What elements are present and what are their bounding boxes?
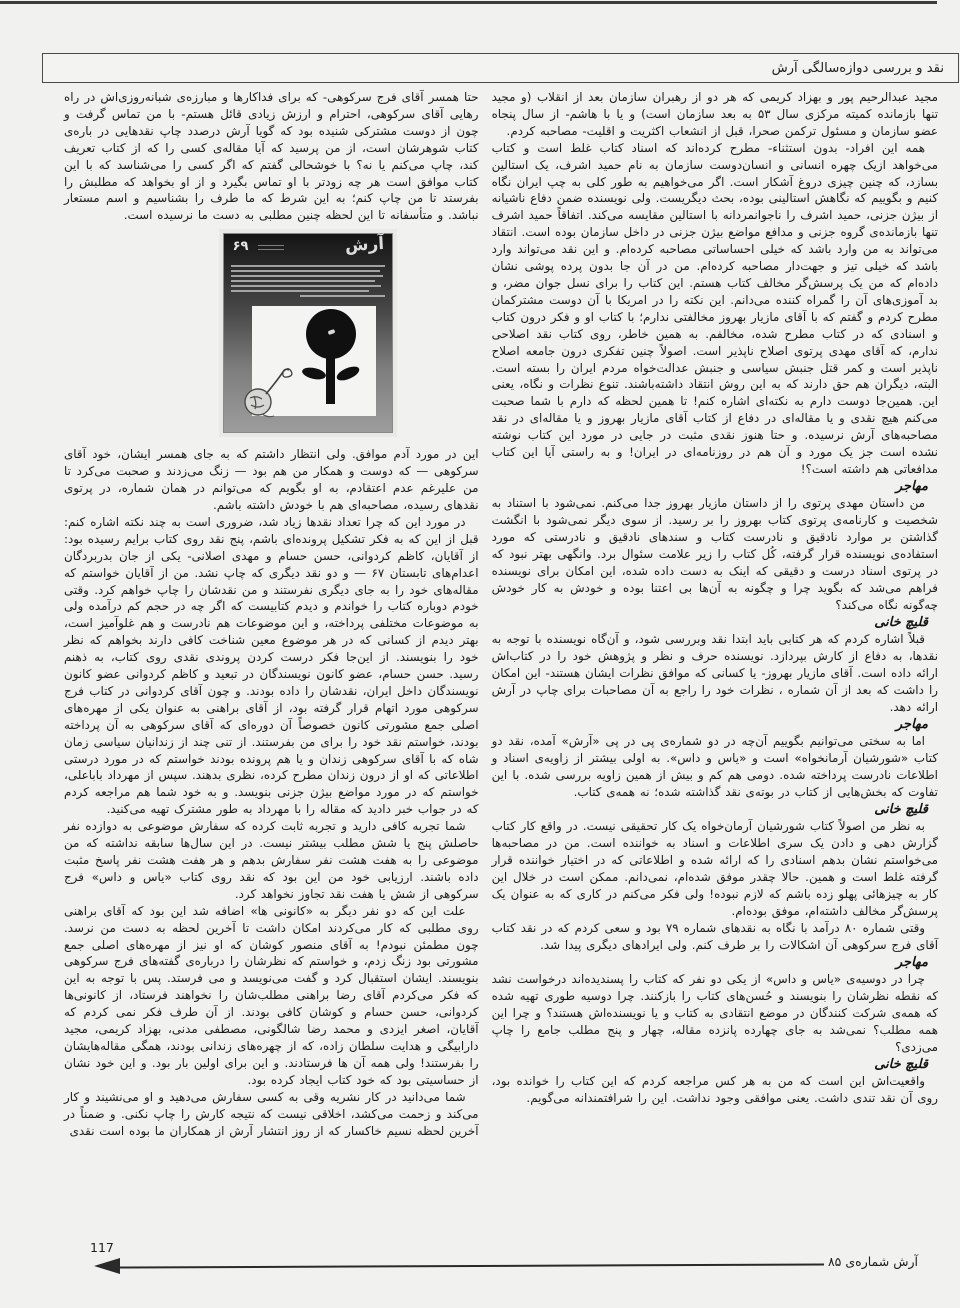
flower-leaf-right — [334, 365, 360, 383]
paragraph: من داستان مهدی پرتوی را از داستان مازیار بهروز جدا می‌کنم. نمی‌شود با استناد به شخصیت و کارنامه‌ی پرتوی کتاب بهروز را بر رسید. از سوی دیگر نمی‌شود با انگشت گذاشتن بر موارد نادقیق و نادرست کتاب و سندهای نادقیق و نادرستی که مورد استفاده‌ی نویسنده قرار گرفته، کُل کتاب را زیر علامت سئوال برد. وانگهی بهتر نبود که در پرتوی اسناد درست و دقیقی که اینک به دست داده شده، این امکان برای نویسنده فراهم می‌شد که بگوید چرا و چگونه به آن‌ها بی اعتنا بوده و خودش به کار خودش چه‌گونه نگاه می‌کند؟ — [491, 496, 938, 612]
cover-micro-text-lines — [231, 265, 385, 300]
paragraph: همه این افراد- بدون استثناء- مطرح کرده‌اند که اسناد کتاب غلط است و کتاب می‌خواهد ازیک چهره انسانی و انسان‌دوست سازمان به نام حمید اشرف، یک استالین بسازد، که چنین چیزی دروغ آشکار است. اگر می‌خواهیم به طور کلی به چپ ایران نگاه کنیم و بگوییم که نگاهش استالینی بوده، بحث دیگریست. ولی نویسنده ضمن دفاع ناشیانه از بیژن جزنی، حمید اشرف را ناجوانمردانه با استالین مقایسه می‌کند. اتفاقاً حمید اشرف تنها بازمانده‌ی گروه جزنی و مدافع مواضع بیژن جزنی در داخل سازمان بوده است. انتقاد می‌تواند به من وارد باشد که خیلی احساساتی مصاحبه کرده‌ام. و این نقد می‌تواند وارد باشد که خیلی تیز و جهت‌دار مصاحبه کرده‌ام. من در آن جا بدون پرده پوشی نشان داده‌ام که من یک پرسش‌گر مخالف کتاب هستم. این کتاب را برای نسل جوان مضر، و بد آموزی‌های آن را گمراه کننده می‌دانم. این نکته را در امریکا با آن دوست مشترکمان مطرح کردم و گفتم که با آقای مازیار بهروز مخالفتی ندارم؛ با کتاب او و فکر درون کتاب و اسنادی که در کتاب مطرح شده، مخالفم. به همین خاطر، روی کتاب نقد اصلاحی ندارم، که آقای مهدی پرتوی اصلاح ناپذیر است. اصولاً چنین تفکری درون جامعه اصلاح ناپذیر است و کمر قتل جنبش سیاسی و جنبش عدالت‌خواه مردم ایران را بسته است. البته، دیگران هم حق دارند که به این روش انتقاد داشته‌باشند. تنوع نظرات و نگاه، یعنی این. همین‌جا دوست دارم به نکته‌ای اشاره کنم! تا همین لحظه که دارم با شما صحبت می‌کنم هیچ نقدی و یا مقاله‌ای در دفاع از کتاب آقای مازیار بهروز و یا مقاله‌ای در نقد مصاحبه‌های آرش نرسیده. و حتا هنوز نقدی مثبت در جایی در مورد این کتاب نوشته نشده است جز یک مورد و آن هم در روزنامه‌ای در ایران! و به راستی آیا این کتاب مدافعاتی هم داشته است؟! — [491, 140, 938, 476]
flower-stem — [326, 356, 335, 404]
column-left-top-text — [64, 89, 479, 224]
speaker-heading: مهاجر — [895, 716, 928, 732]
paragraph: چرا در دوسیه‌ی «یاس و داس» از یکی دو نفر که کتاب را پسندیده‌اند درخواست نشد که نقطه نظرشان را بنویسند و حُسن‌های کتاب را بازکنند. چرا دوسیه طوری تهیه شده که همه‌ی شرکت کنندگان در موضع انتقادی به کتاب و یا نویسنده‌اش هستند؟ و چرا این همه مطلب؟ نمی‌شد به جای چهارده پانزده مقاله، چهار و پنج مطلب جامع را چاپ می‌زدی؟ — [491, 972, 938, 1054]
speaker-heading: قلیچ خانی — [874, 801, 928, 817]
paragraph: این در مورد آدم موافق. ولی انتظار داشتم که به جای همسر ایشان، خود آقای سرکوهی — که دوست و همکار من هم بود — زنگ می‌زدند و صحبت می‌کرد تا من علیرغم عدم اعتقادم، به او بگویم که می‌توانم در همان شماره، در پرتوی نقدهای رسیده، مصاحبه‌ای هم با خودش داشته باشم. — [64, 447, 479, 512]
flower-leaf-left — [300, 365, 326, 383]
footer-arrow-head-icon — [94, 1258, 120, 1274]
paragraph: علت این که دو نفر دیگر به «کانونی ها» اضافه شد این بود که آقای براهنی روی مطلبی که کار می‌کردند امکان داشت تا آخرین لحظه به دست من نرسد. چون مطمئن نبودم! به آقای منصور کوشان که او نیز از مهره‌های اصلی جمع مشورتی بود زنگ زدم، و خواستم که نظرشان را درباره‌ی گفته‌های فرج سرکوهی بنویسند. ایشان استقبال کرد و گفت می‌نویسد و می فرستد. پس با توجه به این که فکر می‌کردم آقای رضا براهنی مطلب‌شان را نخواهند فرستاد، از کانونی‌ها کردوانی، حسن حسام و کوشان کافی بودند. از آن طرف فکر نمی کردم که آقایان، اصغر ایزدی و محمد رضا شالگونی، مصطفی مدنی، بهزاد کریمی، مجید دارابیگی و هدایت سلطان زاده، که از چهره‌های زندانی بودند، همگی مقاله‌هایشان را بفرستند! ولی همه آن ها فرستادند. و این برای اولین بار بود. و این خود نشان از حساسیتی بود که خود کتاب ایجاد کرده بود. — [64, 903, 479, 1087]
footer-arrow-line — [116, 1263, 824, 1268]
paragraph: وقتی شماره ۸۰ درآمد با نگاه به نقدهای شماره ۷۹ بود و سعی کردم که در نقد کتاب آقای فرج سرکوهی آن اشکالات را بر طرف کنم. ولی ایرادهای دیگری پیدا شد. — [491, 920, 938, 952]
paragraph: شما می‌دانید در کار نشریه وقی به کسی سفارش می‌دهید و او می‌نشیند و کار می‌کند و زحمت می‌کشد، اخلاقی نیست که نتیجه کارش را چاپ نکنی. و ضمناً در آخرین لحظه نسیم خاکسار که از روز انتشار آرش از همکاران ما بوده است نقدی — [64, 1089, 479, 1138]
arash-logo: آرش — [344, 234, 386, 257]
column-left — [64, 89, 479, 1139]
paragraph: شما تجربه کافی دارید و تجربه ثابت کرده که سفارش موضوعی به دوازده نفر حاصلش پنج یا شش مطلب بیشتر نیست. در این سال‌ها سابقه نداشته که من موضوعی را به هفت هشت نفر سفارش بدهم و هر هفت هشت نفر پاسخ مثبت داده باشند. ارزیابی خود من این بود که نقد روی کتاب «یاس و داس» فرج سرکوهی از شش یا هفت نقد تجاوز نخواهد کرد. — [64, 819, 479, 901]
page-number: 117 — [90, 1240, 114, 1255]
scan-edge-line — [0, 1, 937, 4]
page-header-box — [42, 53, 959, 83]
speaker-heading: قلیچ خانی — [874, 1056, 928, 1072]
cover-illustration-frame — [252, 306, 376, 416]
speaker-heading: قلیچ خانی — [874, 614, 928, 630]
paragraph: قبلاً اشاره کردم که هر کتابی باید ابتدا نقد وبررسی شود، و آن‌گاه نویسنده با توجه به نقدها، به دفاع از کارش بپردازد. نویسنده حرف و نظر و پژوهش خود را در کتاب‌اش ارائه داده است. آقای مازیار بهروز- یا کسانی که موافق نظرات ایشان هستند- این امکان را داشت که بعد از آن شماره ، نظرات خود را راجع به آن مصاحبات برای چاپ در آرش ارائه دهد. — [491, 632, 938, 714]
text-columns — [64, 89, 938, 1139]
magazine-cover-image — [223, 233, 393, 433]
speaker-heading: مهاجر — [895, 478, 928, 494]
paragraph: واقعیت‌اش این است که من به هر کس مراجعه کردم که این کتاب را خوانده بود، روی آن نقد تندی داشت. یعنی موافقی وجود نداشت. این را شرافتمندانه می‌گویم. — [491, 1074, 938, 1106]
page-title: نقد و بررسی دوازه‌سالگی آرش — [771, 60, 944, 76]
paragraph: در مورد این که چرا تعداد نقدها زیاد شد، ضروری است به چند نکته اشاره کنم: قبل از این که به فکر تشکیل پرونده‌ای باشم، پنج نقد روی کتاب برایم رسیده بود: از آقایان، کاظم کردوانی، حسن حسام و مهدی اصلانی- یکی از جان بدربردگان اعدام‌های تابستان ۶۷ — و دو نقد دیگری که چاپ نشد. من از آقایان خواستم که مقاله‌های خود را به جای دیگری نفرستند و من نقدشان را چاپ خواهم کرد. وقتی خودم دوباره کتاب را خواندم و دیدم کتابیست که اگر چه در حجم کم درآمده ولی به موضوعات مختلفی پرداخته، و این موضوعات هم نادرست و هم غلوآمیز است، بهتر دیدم از کسانی که در هر موضوع معین شناخت کافی دارند بخواهم که نظر خود را بنویسند. از این‌جا فکر درست کردن پروندی نقدی روی کتاب، به ذهنم رسید. حسن حسام، عضو کانون نویسندگان در تبعید و کاظم کردوانی عضو کانون نویسندگان داخل ایران، نقدشان را داده بودند. و چون آقای کردوانی در کتاب فرج سرکوهی مورد اتهام قرار گرفته بود، از آقای براهنی به عنوان یکی از مهره‌های اصلی جمع مشورتی کانون خصوصاً آن دوره‌ای که آقای سرکوهی به آن پرداخته بودند، خواستم نقد خود را برای من بفرستند. از تنی چند از زندانیان سیاسی زمان شاه که با آقای سرکوهی زندان و یا هم پرونده بودند خواستم که در مورد درستی اطلاعاتی که او از درون زندان مطرح کرده، نظری بدهند. سپس از مهرداد باباعلی، خواستم که در مورد مواضع بیژن جزنی بنویسد. و به خود شما هم مراجعه کردم که در جواب خبر دادید که مقاله را با مهرداد به طور مشترک تهیه می‌کنید. — [64, 514, 479, 817]
speaker-heading: مهاجر — [895, 954, 928, 970]
sketch-figure-doodle — [236, 358, 300, 426]
column-right — [492, 89, 938, 1139]
footer-issue-label: آرش شماره‌ی ۸۵ — [827, 1254, 918, 1269]
column-left-bottom-text — [64, 446, 479, 1139]
paragraph: به نظر من اصولاً کتاب شورشیان آرمان‌خواه یک کار تحقیقی نیست. در واقع کار کتاب گزارش دهی و دادن یک سری اطلاعات و اسناد به خواننده است. من در مصاحبه‌ها می‌خواستم نشان بدهم اسنادی را که ارائه شده و اطلاعاتی که در اختیار خواننده قرار گرفته غلط است و همین. حالا چقدر موفق شده‌ام، نمی‌دانم. ممکن است در خلال این کار به چیزهائی پهلو زده باشم که لازم نبوده! ولی فکر می‌کنم در کاری که به عنوان یک پرسش‌گر مخالف داشته‌ام، موفق بوده‌ام. — [491, 819, 938, 918]
cover-date-marks — [258, 242, 284, 250]
cover-issue-number: ۶۹ — [232, 239, 249, 255]
paragraph: اما به سختی می‌توانیم بگوییم آن‌چه در دو شماره‌ی پی در پی «آرش» آمده، نقد دو کتاب «شورشیان آرمانخواه» است و «یاس و داس». به اولی بیشتر از زاویه‌ی اسناد و اطلاعات نادرست پرداخته شده. دومی هم کم و بیش از همین زاویه بررسی شده. با این تفاوت که بخش‌هایی از کتاب در بوته‌ی نقد گذاشته شده؛ نه همه‌ی کتاب. — [491, 734, 938, 799]
paragraph: مجید عبدالرحیم پور و بهزاد کریمی که هر دو از رهبران سازمان بعد از انقلاب (و مجید تنها بازمانده کمیته مرکزی سال ۵۳ به بعد سازمان است) و یا با هاشم- از سال پنجاه عضو سازمان و مسئول ترکمن صحرا، قبل از انشعاب اکثریت و اقلیت- مصاحبه کردم. — [491, 90, 939, 138]
paragraph: حتا همسر آقای فرج سرکوهی- که برای فداکارها و مبارزه‌ی شبانه‌روزی‌اش در راه رهایی آقای سرکوهی، احترام و ارزش زیادی قائل هستم- با من تماس گرفت و چون از دوست مشترکی شنیده بود که گویا آرش درصدد چاپ نقدهایی در باره‌ی کتاب شوهرشان است، از من پرسید که آیا مقاله‌ی کسی را که از کتاب تعریف کند، چاپ می‌کنم یا نه؟ با خوشحالی گفتم که اگر کسی را می‌شناسد که با این کتاب موافق است هر چه زودتر با او تماس بگیرد و از او بخواهد که مطلبش را بفرستد تا من چاپ کنم؛ به این شرط که ما طرف را بشناسیم و اسم مستعار نباشد. و متأسفانه تا این لحظه چنین مطلبی به دست ما نرسیده است. — [64, 90, 479, 223]
